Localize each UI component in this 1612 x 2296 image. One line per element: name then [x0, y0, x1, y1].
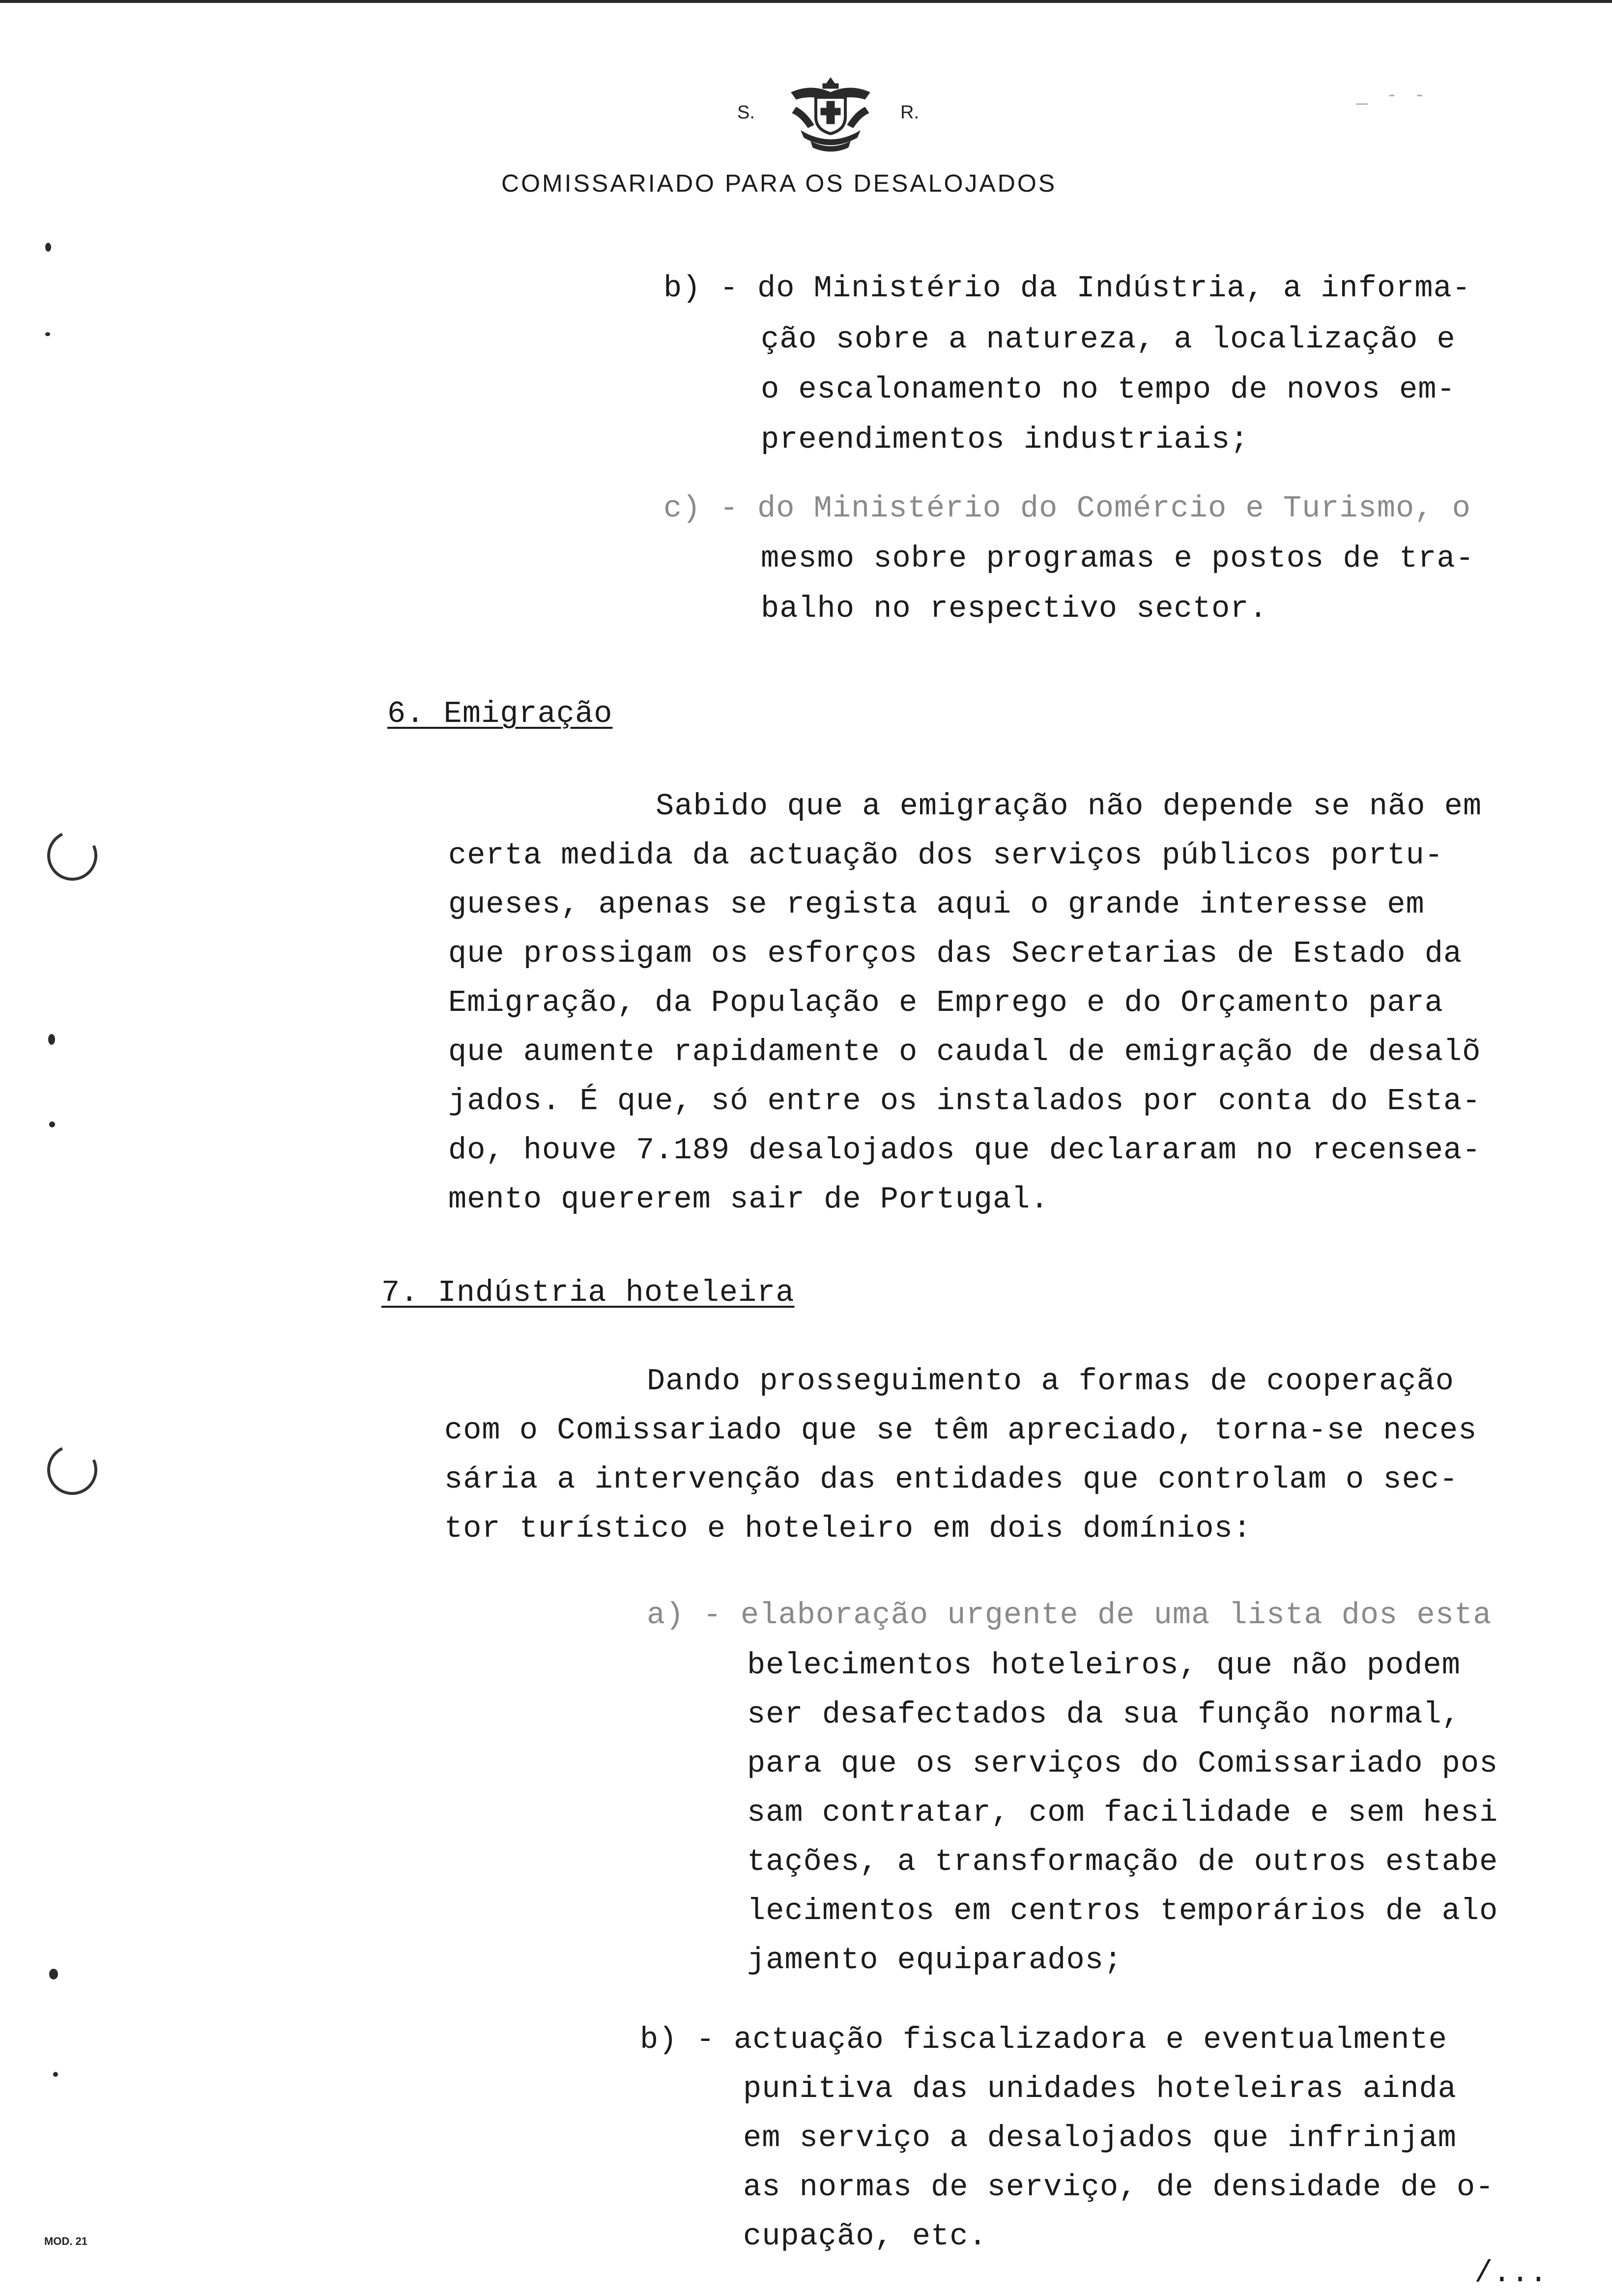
text-line: mesmo sobre programas e postos de tra-: [761, 541, 1474, 576]
institution-name: COMISSARIADO PARA OS DESALOJADOS: [501, 170, 1057, 197]
text-line: lecimentos em centros temporários de alo: [747, 1894, 1498, 1928]
text-line: que prossigam os esforços das Secretarias de Estado da: [448, 936, 1463, 971]
text-line: cupação, etc.: [743, 2219, 987, 2254]
text-line: c) - do Ministério do Comércio e Turismo, o: [663, 491, 1471, 526]
text-line: sam contratar, com facilidade e sem hesi: [747, 1795, 1498, 1830]
text-line: b) - do Ministério da Indústria, a informa-: [663, 271, 1471, 306]
corner-mark: _ - -: [1356, 84, 1431, 105]
text-line: do, houve 7.189 desalojados que declararam no recensea-: [448, 1133, 1481, 1168]
text-line: que aumente rapidamente o caudal de emigração de desalõ: [448, 1034, 1481, 1069]
text-line: tações, a transformação de outros estabe: [747, 1844, 1498, 1879]
text-line: punitiva das unidades hoteleiras ainda: [743, 2071, 1457, 2106]
header-left-initial: S.: [737, 102, 755, 123]
text-line: a) - elaboração urgente de uma lista dos esta: [647, 1598, 1492, 1633]
text-line: o escalonamento no tempo de novos em-: [761, 372, 1456, 407]
text-line: ser desafectados da sua função normal,: [747, 1697, 1461, 1732]
form-reference: MOD. 21: [44, 2235, 88, 2247]
scan-speck: [49, 1121, 55, 1127]
text-line: b) - actuação fiscalizadora e eventualmente: [640, 2022, 1447, 2057]
text-line: belecimentos hoteleiros, que não podem: [747, 1648, 1461, 1683]
text-line: Dando prosseguimento a formas de cooperação: [647, 1364, 1454, 1399]
text-line: gueses, apenas se regista aqui o grande interesse em: [448, 887, 1425, 922]
text-line: jados. É que, só entre os instalados por conta do Esta-: [448, 1084, 1481, 1119]
text-line: tor turístico e hoteleiro em dois domínios:: [444, 1511, 1252, 1546]
coat-of-arms-emblem: [781, 73, 880, 156]
text-line: Emigração, da População e Emprego e do Orçamento para: [448, 985, 1443, 1020]
text-line: Sabido que a emigração não depende se não em: [656, 789, 1482, 824]
text-line: mento quererem sair de Portugal.: [448, 1182, 1049, 1217]
section-heading-emigracao: 6. Emigração: [387, 696, 613, 731]
text-line: as normas de serviço, de densidade de o-: [743, 2170, 1495, 2205]
scan-speck: [53, 2072, 58, 2077]
text-line: com o Comissariado que se têm apreciado, torna-se neces: [444, 1413, 1477, 1448]
punch-hole-mark: [40, 1438, 105, 1502]
text-line: sária a intervenção das entidades que controlam o sec-: [444, 1462, 1459, 1497]
text-line: certa medida da actuação dos serviços públicos portu-: [448, 838, 1443, 873]
scan-speck: [45, 332, 50, 336]
top-border: [0, 0, 1612, 3]
continuation-mark: /...: [1474, 2256, 1548, 2291]
text-line: ção sobre a natureza, a localização e: [761, 322, 1456, 357]
scan-speck: [48, 1034, 55, 1045]
scan-speck: [45, 243, 51, 252]
text-line: em serviço a desalojados que infrinjam: [743, 2121, 1457, 2155]
header-right-initial: R.: [900, 102, 919, 123]
section-heading-industria-hoteleira: 7. Indústria hoteleira: [381, 1275, 795, 1310]
text-line: para que os serviços do Comissariado pos: [747, 1746, 1498, 1781]
scan-speck: [49, 1969, 58, 1980]
text-line: balho no respectivo sector.: [761, 591, 1268, 626]
text-line: preendimentos industriais;: [761, 422, 1249, 457]
punch-hole-mark: [40, 824, 105, 888]
text-line: jamento equiparados;: [747, 1943, 1123, 1978]
